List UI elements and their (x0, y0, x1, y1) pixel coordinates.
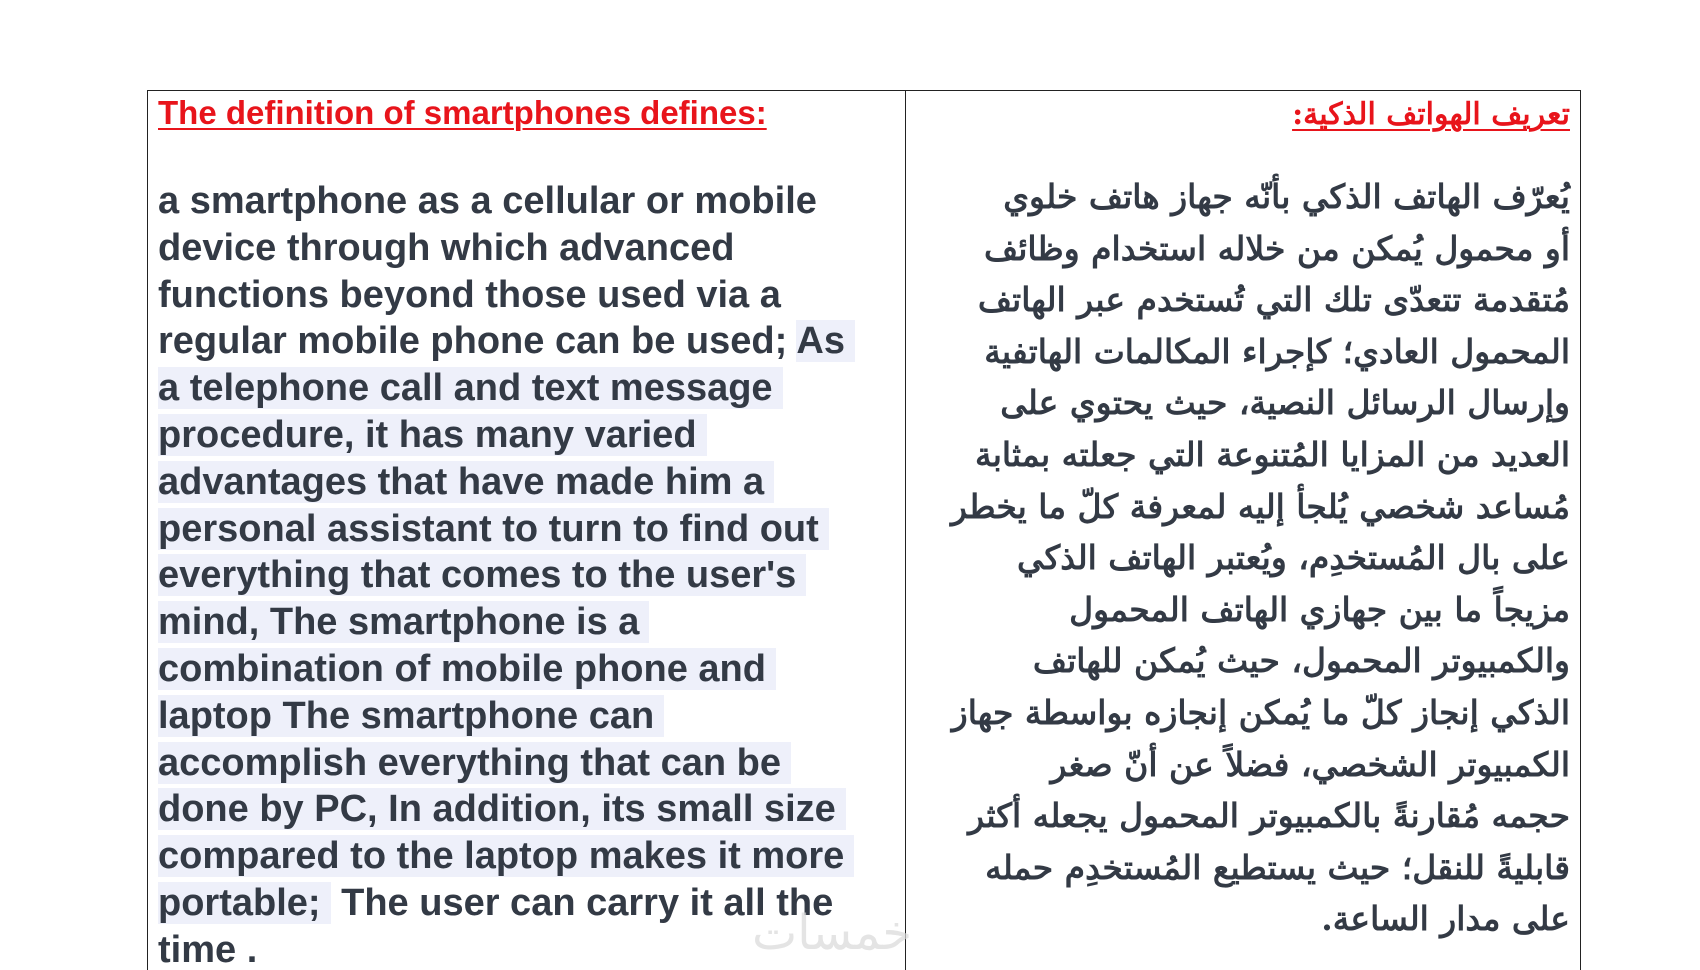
watermark-logo: خمسات (752, 905, 913, 961)
english-column (148, 91, 906, 970)
english-line (158, 412, 905, 459)
arabic-line: مُتقدمة تتعدّى تلك التي تُستخدم عبر الهاتف (977, 280, 1570, 320)
english-line (158, 880, 905, 927)
english-text: functions beyond those used via a (158, 273, 781, 316)
arabic-line: الكمبيوتر الشخصي، فضلاً عن أنّ صغر (1050, 744, 1570, 784)
arabic-line: وإرسال الرسائل النصية، حيث يحتوي على (1000, 383, 1570, 423)
english-line (158, 646, 905, 693)
english-paragraph (158, 178, 905, 970)
highlighted-text: As (796, 320, 855, 362)
english-text: regular mobile phone can be used; (158, 320, 797, 363)
english-line (158, 506, 905, 553)
english-line (158, 318, 905, 365)
english-text: time . (158, 928, 258, 970)
english-line (158, 740, 905, 787)
highlighted-text: personal assistant to turn to find out (158, 508, 829, 550)
highlighted-text: done by PC, In addition, its small size (158, 788, 846, 830)
highlighted-text: procedure, it has many varied (158, 414, 707, 456)
arabic-line: يُعرّف الهاتف الذكي بأنّه جهاز هاتف خلوي (1003, 177, 1570, 216)
english-text: The user can carry it all the (330, 881, 834, 924)
english-line (158, 693, 905, 740)
english-text: a smartphone as a cellular or mobile (158, 180, 817, 222)
english-line (158, 786, 905, 833)
arabic-line: على مدار الساعة. (1321, 899, 1570, 939)
english-heading: The definition of smartphones defines: (158, 94, 767, 131)
arabic-line: على بال المُستخدِم، ويُعتبر الهاتف الذكي (1017, 538, 1570, 578)
english-line (158, 599, 905, 646)
english-line (158, 927, 905, 970)
highlighted-text: accomplish everything that can be (158, 742, 791, 784)
highlighted-text: portable; (158, 882, 331, 924)
english-line (158, 178, 905, 225)
highlighted-text: everything that comes to the user's (158, 554, 806, 596)
highlighted-text: laptop The smartphone can (158, 695, 664, 737)
english-line (158, 225, 905, 272)
arabic-line: مُساعد شخصي يُلجأ إليه لمعرفة كلّ ما يخطر (951, 486, 1570, 526)
arabic-line: أو محمول يُمكن من خلاله استخدام وظائف (984, 228, 1570, 268)
english-line (158, 552, 905, 599)
highlighted-text: mind, The smartphone is a (158, 601, 649, 643)
english-line (158, 833, 905, 880)
english-line (158, 365, 905, 412)
english-line (158, 459, 905, 506)
arabic-heading: تعريف الهواتف الذكية: (1292, 97, 1570, 132)
arabic-line: الذكي إنجاز كلّ ما يُمكن إنجازه بواسطة جهاز (951, 692, 1570, 732)
arabic-line: قابليةً للنقل؛ حيث يستطيع المُستخدِم حمله (985, 847, 1570, 887)
highlighted-text: advantages that have made him a (158, 461, 774, 503)
english-line (158, 272, 905, 319)
highlighted-text: a telephone call and text message (158, 367, 783, 409)
bilingual-table (147, 90, 1581, 970)
arabic-line: المحمول العادي؛ كإجراء المكالمات الهاتفية (984, 331, 1570, 371)
english-text: device through which advanced (158, 226, 735, 269)
highlighted-text: compared to the laptop makes it more (158, 835, 854, 877)
arabic-line: مزيجاً ما بين جهازي الهاتف المحمول (1069, 589, 1570, 629)
arabic-line: العديد من المزايا المُتنوعة التي جعلته بمثابة (975, 434, 1570, 474)
arabic-line: والكمبيوتر المحمول، حيث يُمكن للهاتف (1032, 641, 1570, 681)
arabic-paragraph (916, 171, 1570, 945)
highlighted-text: combination of mobile phone and (158, 648, 776, 690)
arabic-column (906, 91, 1580, 970)
arabic-line: حجمه مُقارنةً بالكمبيوتر المحمول يجعله أكثر (968, 796, 1570, 836)
